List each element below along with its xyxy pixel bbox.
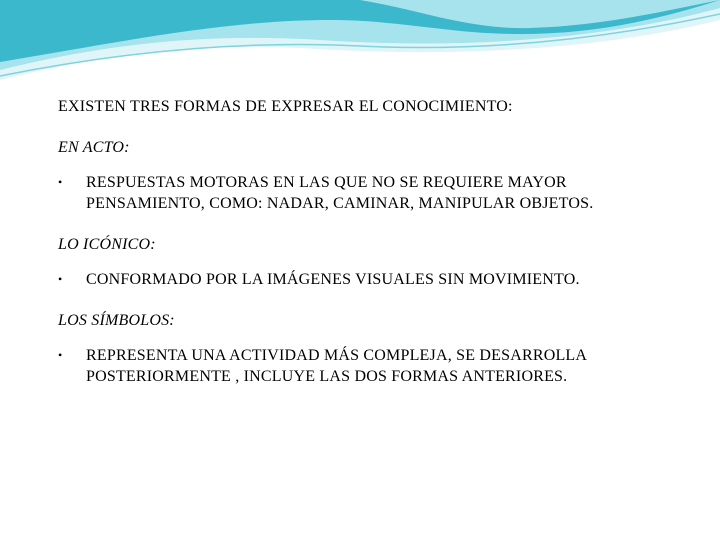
section-title: EN ACTO: <box>58 139 130 156</box>
bullet-text: RESPUESTAS MOTORAS EN LAS QUE NO SE REQUIERE MAYOR PENSAMIENTO, COMO: NADAR, CAMINAR, MANIPULAR OBJETOS. <box>86 174 594 212</box>
section-los-simbolos <box>58 310 658 387</box>
bullet-item <box>58 269 658 290</box>
bullet-text: REPRESENTA UNA ACTIVIDAD MÁS COMPLEJA, SE DESARROLLA POSTERIORMENTE , INCLUYE LAS DOS FORMAS ANTERIORES. <box>86 347 587 385</box>
slide-heading: EXISTEN TRES FORMAS DE EXPRESAR EL CONOCIMIENTO: <box>58 98 513 115</box>
section-en-acto <box>58 137 658 214</box>
section-lo-iconico <box>58 234 658 290</box>
section-title: LOS SÍMBOLOS: <box>58 312 175 329</box>
bullet-icon: • <box>58 175 63 189</box>
section-title: LO ICÓNICO: <box>58 236 156 253</box>
header-wave-decoration <box>0 0 720 90</box>
slide-content <box>58 96 658 407</box>
bullet-item <box>58 345 658 387</box>
bullet-icon: • <box>58 348 63 362</box>
bullet-item <box>58 172 658 214</box>
bullet-icon: • <box>58 272 63 286</box>
bullet-text: CONFORMADO POR LA IMÁGENES VISUALES SIN MOVIMIENTO. <box>86 271 580 288</box>
